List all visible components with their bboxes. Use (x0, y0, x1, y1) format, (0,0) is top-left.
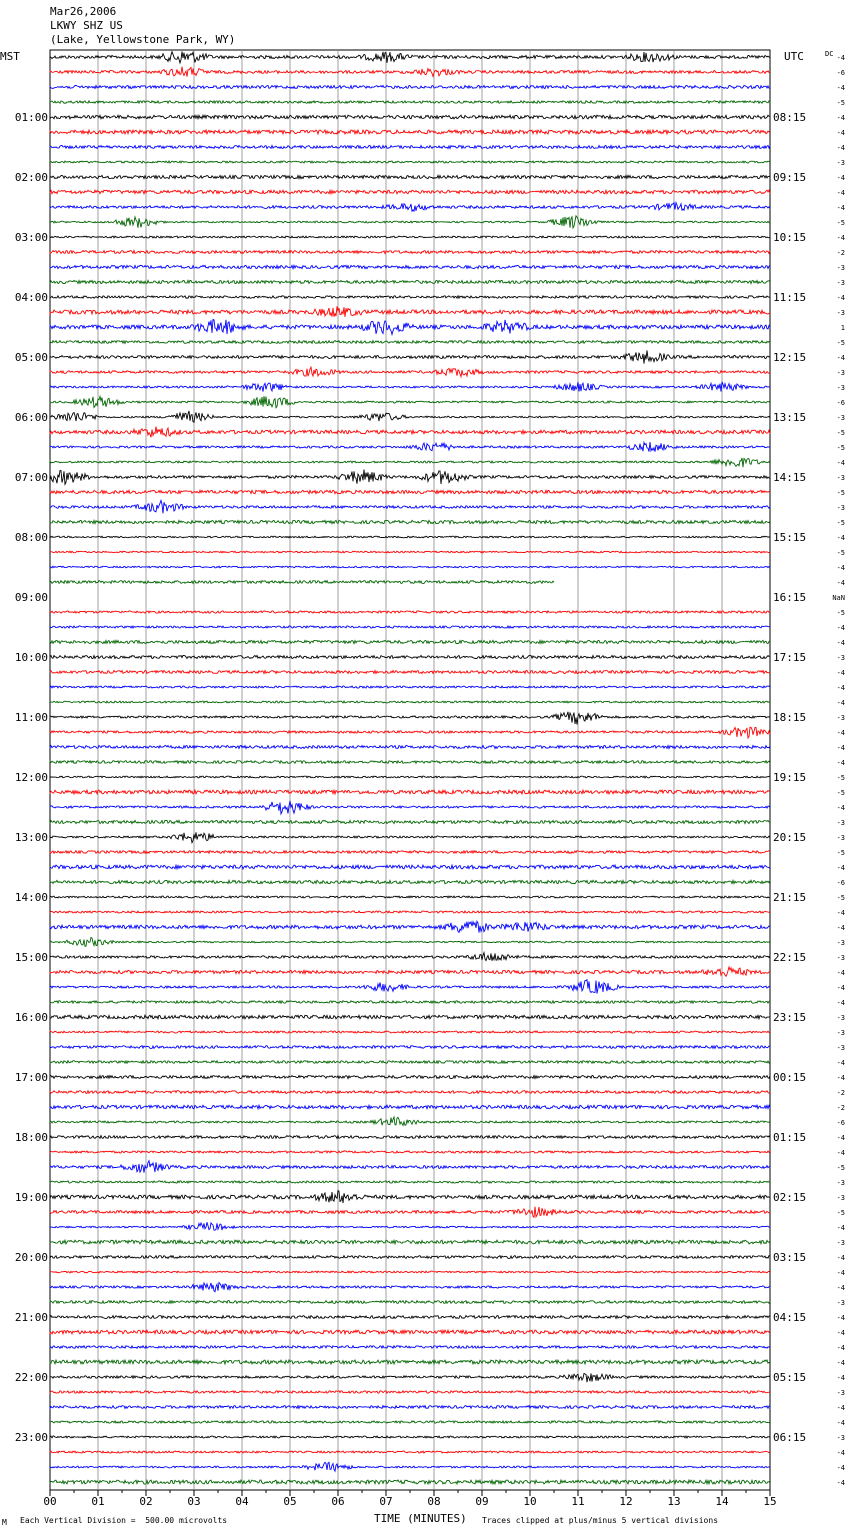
seismic-trace (50, 865, 770, 869)
right-hour-label: 17:15 (773, 651, 807, 664)
seismic-trace (50, 746, 770, 749)
dc-offset-label: -4 (836, 234, 845, 242)
left-hour-label: 19:00 (14, 1191, 48, 1204)
dc-offset-label: -5 (836, 774, 845, 782)
seismic-trace (50, 536, 770, 538)
seismic-trace (50, 1406, 770, 1409)
dc-offset-label: -4 (836, 1329, 845, 1337)
dc-offset-label: -3 (836, 1194, 845, 1202)
seismic-trace (50, 1421, 770, 1423)
seismic-trace (50, 1346, 770, 1349)
seismic-trace (50, 566, 770, 568)
right-hour-label: 19:15 (773, 771, 807, 784)
seismic-trace (50, 1091, 770, 1094)
dc-offset-label: -3 (836, 1434, 845, 1442)
dc-offset-label: -4 (836, 759, 845, 767)
dc-offset-label: -4 (836, 579, 845, 587)
dc-offset-label: -4 (836, 534, 845, 542)
dc-offset-label: -3 (836, 384, 845, 392)
dc-offset-label: -4 (836, 639, 845, 647)
dc-offset-label: -5 (836, 489, 845, 497)
dc-offset-label: -3 (836, 1179, 845, 1187)
dc-offset-label: -5 (836, 609, 845, 617)
dc-offset-label: -4 (836, 54, 845, 62)
dc-offset-label: NaN (832, 594, 845, 602)
dc-offset-label: -5 (836, 549, 845, 557)
dc-offset-label: -4 (836, 564, 845, 572)
left-hour-label: 14:00 (14, 891, 48, 904)
clip-note: Traces clipped at plus/minus 5 vertical divisions (482, 1516, 719, 1525)
dc-offset-label: -4 (836, 354, 845, 362)
plot-frame (50, 50, 770, 1490)
right-hour-label: 20:15 (773, 831, 807, 844)
seismic-trace (50, 640, 770, 643)
left-hour-label: 07:00 (14, 471, 48, 484)
left-hour-label: 01:00 (14, 111, 48, 124)
seismic-trace (50, 1283, 770, 1292)
left-hour-label: 22:00 (14, 1371, 48, 1384)
dc-offset-label: -3 (836, 474, 845, 482)
seismic-trace (50, 411, 770, 422)
x-tick-label: 12 (619, 1495, 633, 1508)
x-tick-label: 04 (235, 1495, 249, 1508)
dc-offset-label: -5 (836, 894, 845, 902)
dc-offset-label: -6 (836, 399, 845, 407)
seismic-trace (50, 1301, 770, 1304)
seismic-trace (50, 265, 770, 268)
seismic-trace (50, 626, 770, 628)
right-hour-label: 09:15 (773, 171, 807, 184)
seismic-trace (50, 67, 770, 77)
seismic-trace (50, 880, 770, 883)
x-tick-label: 00 (43, 1495, 57, 1508)
dc-offset-label: -6 (836, 879, 845, 887)
right-timezone-label: UTC (784, 50, 804, 63)
dc-offset-label: -3 (836, 414, 845, 422)
seismic-trace (50, 581, 554, 584)
x-tick-label: 05 (283, 1495, 297, 1508)
seismic-trace (50, 500, 770, 513)
dc-offset-label: -4 (836, 1059, 845, 1067)
seismic-trace (50, 350, 770, 363)
x-tick-label: 01 (91, 1495, 105, 1508)
seismic-trace (50, 458, 770, 467)
dc-offset-label: -3 (836, 1014, 845, 1022)
dc-offset-label: -4 (836, 1404, 845, 1412)
seismic-trace (50, 701, 770, 703)
seismic-trace (50, 1436, 770, 1438)
left-hour-label: 08:00 (14, 531, 48, 544)
left-hour-label: 17:00 (14, 1071, 48, 1084)
seismic-trace (50, 1061, 770, 1064)
seismic-trace (50, 1181, 770, 1183)
seismic-trace (50, 551, 770, 553)
dc-offset-label: -4 (836, 1419, 845, 1427)
plot-date: Mar26,2006 (50, 5, 117, 18)
seismic-trace (50, 1046, 770, 1049)
right-hour-label: 02:15 (773, 1191, 807, 1204)
seismic-trace (50, 611, 770, 613)
right-hour-label: 03:15 (773, 1251, 807, 1264)
right-hour-label: 15:15 (773, 531, 807, 544)
dc-offset-label: -5 (836, 1164, 845, 1172)
dc-offset-label: -4 (836, 189, 845, 197)
x-tick-label: 06 (331, 1495, 345, 1508)
seismic-trace (50, 1462, 770, 1471)
dc-offset-label: -4 (836, 84, 845, 92)
right-hour-label: 14:15 (773, 471, 807, 484)
left-hour-label: 02:00 (14, 171, 48, 184)
seismic-trace (50, 1256, 770, 1259)
seismic-trace (50, 236, 770, 238)
seismic-trace (50, 921, 770, 932)
dc-offset-label: -4 (836, 459, 845, 467)
dc-offset-label: -4 (836, 999, 845, 1007)
dc-offset-label: -4 (836, 729, 845, 737)
dc-offset-label: -3 (836, 1044, 845, 1052)
seismic-trace (50, 712, 770, 725)
dc-offset-label: -4 (836, 1479, 845, 1487)
dc-offset-label: -4 (836, 1074, 845, 1082)
seismic-trace (50, 1391, 770, 1393)
dc-offset-label: -4 (836, 294, 845, 302)
seismic-trace (50, 161, 770, 163)
left-hour-label: 20:00 (14, 1251, 48, 1264)
x-axis-title: TIME (MINUTES) (374, 1512, 467, 1525)
seismic-trace (50, 1480, 770, 1484)
seismic-trace (50, 953, 770, 961)
seismic-trace (50, 832, 770, 842)
left-hour-label: 15:00 (14, 951, 48, 964)
dc-offset-label: -4 (836, 174, 845, 182)
dc-offset-label: -4 (836, 1449, 845, 1457)
seismic-trace (50, 820, 770, 823)
dc-offset-label: -4 (836, 1149, 845, 1157)
seismic-trace (50, 320, 770, 335)
seismic-trace (50, 1222, 770, 1230)
dc-offset-label: -4 (836, 1374, 845, 1382)
right-hour-label: 08:15 (773, 111, 807, 124)
seismic-trace (50, 52, 770, 64)
seismic-trace (50, 761, 770, 764)
seismic-trace (50, 146, 770, 149)
dc-offset-label: -3 (836, 714, 845, 722)
seismic-trace (50, 341, 770, 344)
seismic-trace (50, 1191, 770, 1204)
dc-offset-label: -3 (836, 1389, 845, 1397)
dc-offset-label: -3 (836, 264, 845, 272)
dc-offset-label: -2 (836, 1089, 845, 1097)
seismic-trace (50, 1207, 770, 1218)
seismic-trace (50, 520, 770, 523)
dc-offset-label: -4 (836, 699, 845, 707)
seismic-trace (50, 396, 770, 408)
right-hour-label: 13:15 (773, 411, 807, 424)
dc-offset-label: -6 (836, 69, 845, 77)
station-location: (Lake, Yellowstone Park, WY) (50, 33, 236, 46)
dc-offset-label: -4 (836, 1464, 845, 1472)
seismic-trace (50, 306, 770, 317)
seismic-trace (50, 686, 770, 688)
right-hour-label: 16:15 (773, 591, 807, 604)
seismic-trace (50, 1105, 770, 1109)
right-hour-label: 05:15 (773, 1371, 807, 1384)
dc-offset-label: -6 (836, 1119, 845, 1127)
seismic-trace (50, 86, 770, 89)
right-hour-label: 06:15 (773, 1431, 807, 1444)
dc-offset-label: -4 (836, 864, 845, 872)
dc-offset-label: -4 (836, 624, 845, 632)
right-hour-label: 11:15 (773, 291, 807, 304)
x-tick-label: 15 (763, 1495, 777, 1508)
right-hour-label: 04:15 (773, 1311, 807, 1324)
seismic-trace (50, 115, 770, 119)
dc-offset-label: -4 (836, 144, 845, 152)
seismic-trace (50, 727, 770, 738)
seismic-trace (50, 1451, 770, 1453)
seismic-trace (50, 1161, 770, 1173)
seismic-trace (50, 1330, 770, 1334)
right-hour-label: 21:15 (773, 891, 807, 904)
seismic-trace (50, 790, 770, 794)
seismic-trace (50, 490, 770, 493)
plot-labels (15, 50, 845, 1508)
dc-offset-label: 1 (840, 324, 845, 332)
seismic-trace (50, 851, 770, 854)
dc-offset-label: -2 (836, 1104, 845, 1112)
dc-offset-label: -5 (836, 1209, 845, 1217)
dc-offset-label: -4 (836, 924, 845, 932)
dc-offset-label: -5 (836, 849, 845, 857)
dc-offset-label: -3 (836, 159, 845, 167)
seismic-trace (50, 130, 770, 134)
seismic-traces (50, 52, 770, 1485)
seismic-trace (50, 251, 770, 254)
left-hour-label: 18:00 (14, 1131, 48, 1144)
dc-offset-label: -3 (836, 1299, 845, 1307)
seismic-trace (50, 382, 770, 392)
left-hour-label: 05:00 (14, 351, 48, 364)
right-hour-label: 10:15 (773, 231, 807, 244)
x-tick-label: 10 (523, 1495, 537, 1508)
seismic-trace (50, 1015, 770, 1019)
left-timezone-label: MST (0, 50, 20, 63)
seismic-trace (50, 442, 770, 452)
station-code: LKWY SHZ US (50, 19, 123, 32)
dc-offset-label: -5 (836, 519, 845, 527)
seismic-trace (50, 911, 770, 913)
dc-offset-label: -4 (836, 204, 845, 212)
seismic-trace (50, 1136, 770, 1139)
seismic-trace (50, 1360, 770, 1364)
dc-offset-label: -3 (836, 279, 845, 287)
seismic-trace (50, 967, 770, 976)
seismic-trace (50, 190, 770, 194)
right-hour-label: 18:15 (773, 711, 807, 724)
scale-note: Each Vertical Division = 500.00 microvolts (20, 1516, 228, 1525)
left-hour-label: 13:00 (14, 831, 48, 844)
x-tick-label: 11 (571, 1495, 585, 1508)
dc-offset-label: -4 (836, 804, 845, 812)
dc-offset-label: -3 (836, 504, 845, 512)
seismic-trace (50, 216, 770, 228)
right-hour-label: 22:15 (773, 951, 807, 964)
dc-offset-label: -2 (836, 249, 845, 257)
logo-mark: M (2, 1518, 7, 1527)
dc-offset-label: -4 (836, 909, 845, 917)
x-tick-label: 03 (187, 1495, 201, 1508)
dc-offset-label: -3 (836, 1029, 845, 1037)
seismic-trace (50, 203, 770, 212)
seismic-trace (50, 1076, 770, 1079)
seismic-trace (50, 296, 770, 298)
dc-offset-label: -5 (836, 99, 845, 107)
seismic-trace (50, 1271, 770, 1273)
dc-offset-label: -5 (836, 444, 845, 452)
seismic-trace (50, 1117, 770, 1125)
seismic-trace (50, 1001, 770, 1004)
seismic-trace (50, 1373, 770, 1382)
seismic-trace (50, 1240, 770, 1244)
seismic-trace (50, 470, 770, 485)
seismic-trace (50, 101, 770, 103)
left-hour-label: 10:00 (14, 651, 48, 664)
dc-offset-label: -4 (836, 1359, 845, 1367)
left-hour-label: 04:00 (14, 291, 48, 304)
dc-offset-label: -4 (836, 969, 845, 977)
dc-offset-label: -4 (836, 114, 845, 122)
seismic-trace (50, 1316, 770, 1319)
dc-offset-label: -4 (836, 1284, 845, 1292)
dc-offset-label: -4 (836, 984, 845, 992)
x-tick-label: 14 (715, 1495, 729, 1508)
dc-offset-label: -4 (836, 1314, 845, 1322)
dc-label: DC (825, 50, 834, 58)
right-hour-label: 01:15 (773, 1131, 807, 1144)
dc-offset-label: -5 (836, 339, 845, 347)
dc-offset-label: -3 (836, 939, 845, 947)
seismic-trace (50, 427, 770, 438)
seismic-trace (50, 801, 770, 814)
dc-offset-label: -4 (836, 1269, 845, 1277)
seismic-trace (50, 671, 770, 674)
seismic-trace (50, 656, 770, 659)
seismic-trace (50, 937, 770, 946)
seismic-trace (50, 1031, 770, 1033)
seismic-trace (50, 776, 770, 778)
left-hour-label: 16:00 (14, 1011, 48, 1024)
dc-offset-label: -3 (836, 819, 845, 827)
left-hour-label: 06:00 (14, 411, 48, 424)
dc-offset-label: -3 (836, 834, 845, 842)
x-tick-label: 08 (427, 1495, 441, 1508)
dc-offset-label: -4 (836, 684, 845, 692)
right-hour-label: 23:15 (773, 1011, 807, 1024)
dc-offset-label: -4 (836, 669, 845, 677)
seismic-trace (50, 280, 770, 283)
dc-offset-label: -5 (836, 429, 845, 437)
dc-offset-label: -5 (836, 789, 845, 797)
dc-offset-label: -3 (836, 654, 845, 662)
dc-offset-label: -4 (836, 744, 845, 752)
dc-offset-label: -4 (836, 1344, 845, 1352)
seismic-trace (50, 896, 770, 898)
seismic-trace (50, 1151, 770, 1153)
dc-offset-label: -3 (836, 309, 845, 317)
x-tick-label: 13 (667, 1495, 681, 1508)
dc-offset-label: -3 (836, 954, 845, 962)
seismic-trace (50, 367, 770, 377)
left-hour-label: 09:00 (14, 591, 48, 604)
x-tick-label: 07 (379, 1495, 393, 1508)
dc-offset-label: -3 (836, 369, 845, 377)
right-hour-label: 00:15 (773, 1071, 807, 1084)
dc-offset-label: -4 (836, 1134, 845, 1142)
seismic-trace (50, 980, 770, 994)
dc-offset-label: -4 (836, 1224, 845, 1232)
dc-offset-label: -3 (836, 1239, 845, 1247)
left-hour-label: 03:00 (14, 231, 48, 244)
dc-offset-label: -4 (836, 129, 845, 137)
right-hour-label: 12:15 (773, 351, 807, 364)
seismic-trace (50, 175, 770, 178)
left-hour-label: 23:00 (14, 1431, 48, 1444)
left-hour-label: 11:00 (14, 711, 48, 724)
x-tick-label: 09 (475, 1495, 489, 1508)
x-tick-label: 02 (139, 1495, 153, 1508)
left-hour-label: 21:00 (14, 1311, 48, 1324)
dc-offset-label: -5 (836, 219, 845, 227)
left-hour-label: 12:00 (14, 771, 48, 784)
dc-offset-label: -4 (836, 1254, 845, 1262)
